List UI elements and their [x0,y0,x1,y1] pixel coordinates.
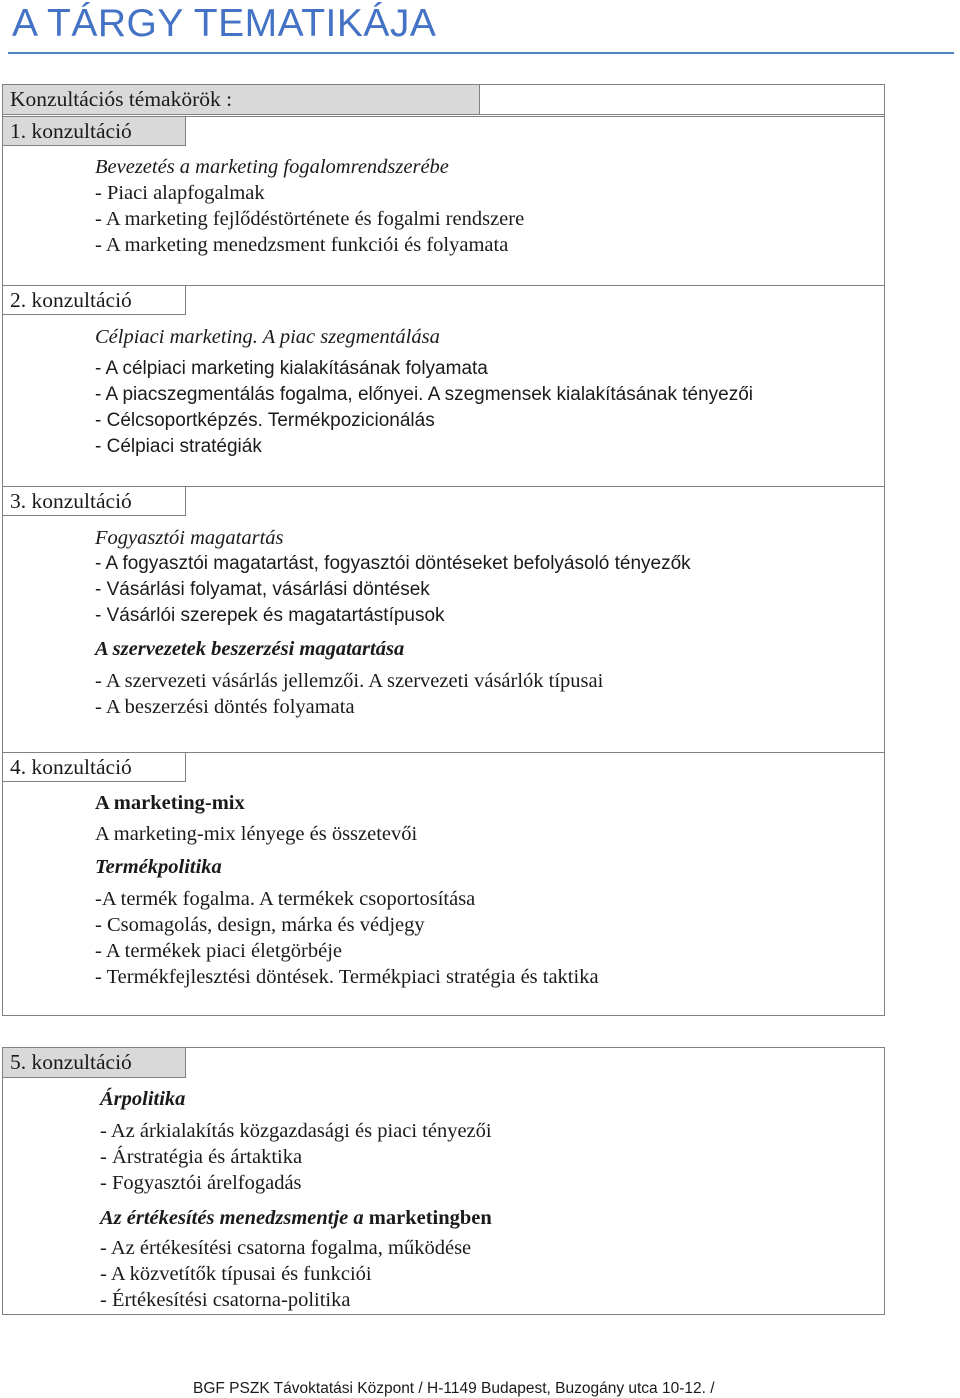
session-1-item: - A marketing fejlődéstörténete és fogalmi rendszere [95,208,525,230]
session-5-heading: Árpolitika [100,1088,186,1110]
session-1-label: 1. konzultáció [3,116,186,146]
session-1-item: - A marketing menedzsment funkciói és folyamata [95,234,509,256]
session-2-item: - A piacszegmentálás fogalma, előnyei. A szegmensek kialakításának tényezői [95,384,753,405]
session-5-subheading [100,1206,492,1230]
session-3-item: - Vásárlói szerepek és magatartástípusok [95,605,445,626]
session-4-item: - A termékek piaci életgörbéje [95,940,343,962]
session-4-heading: A marketing-mix [95,792,245,814]
session-5-item: - Az árkialakítás közgazdasági és piaci tényezői [100,1120,492,1142]
row-divider [3,116,884,117]
session-5-item: - Az értékesítési csatorna fogalma, működése [100,1237,472,1259]
session-5-subheading-bold: marketingben [368,1207,492,1229]
session-4-subheading: Termékpolitika [95,856,222,878]
table-header: Konzultációs témakörök : [3,85,480,115]
session-5-label: 5. konzultáció [3,1048,186,1078]
session-2-heading: Célpiaci marketing. A piac szegmentálása [95,326,440,348]
session-5-item: - A közvetítők típusai és funkciói [100,1263,372,1285]
session-2-label: 2. konzultáció [3,285,186,315]
session-5-item: - Árstratégia és ártaktika [100,1146,303,1168]
session-2-item: - Célcsoportképzés. Termékpozicionálás [95,410,435,431]
session-5-item: - Fogyasztói árelfogadás [100,1172,302,1194]
session-5-subheading-italic: Az értékesítés menedzsmentje a [100,1207,369,1229]
session-2-item: - Célpiaci stratégiák [95,436,262,457]
session-5-item: - Értékesítési csatorna-politika [100,1289,351,1311]
session-3-heading: Fogyasztói magatartás [95,527,284,549]
session-3-item: - A szervezeti vásárlás jellemzői. A szervezeti vásárlók típusai [95,670,604,692]
session-3-label: 3. konzultáció [3,486,186,516]
table-header-empty-cell [479,85,884,115]
title-divider [8,52,954,54]
session-4-item: -A termék fogalma. A termékek csoportosítása [95,888,476,910]
session-1-heading: Bevezetés a marketing fogalomrendszerébe [95,156,449,178]
session-4-item: - Csomagolás, design, márka és védjegy [95,914,425,936]
page-title: A TÁRGY TEMATIKÁJA [12,2,437,45]
session-2-item: - A célpiaci marketing kialakításának folyamata [95,358,488,379]
session-3-item: - A fogyasztói magatartást, fogyasztói döntéseket befolyásoló tényezők [95,553,691,574]
session-3-subheading: A szervezetek beszerzési magatartása [95,638,405,660]
session-4-item: A marketing-mix lényege és összetevői [95,823,418,845]
session-4-item: - Termékfejlesztési döntések. Termékpiaci stratégia és taktika [95,966,599,988]
session-4-label: 4. konzultáció [3,752,186,782]
page-footer: BGF PSZK Távoktatási Központ / H-1149 Budapest, Buzogány utca 10-12. / [193,1380,715,1397]
session-1-item: - Piaci alapfogalmak [95,182,265,204]
session-3-item: - Vásárlási folyamat, vásárlási döntések [95,579,430,600]
session-3-item: - A beszerzési döntés folyamata [95,696,355,718]
